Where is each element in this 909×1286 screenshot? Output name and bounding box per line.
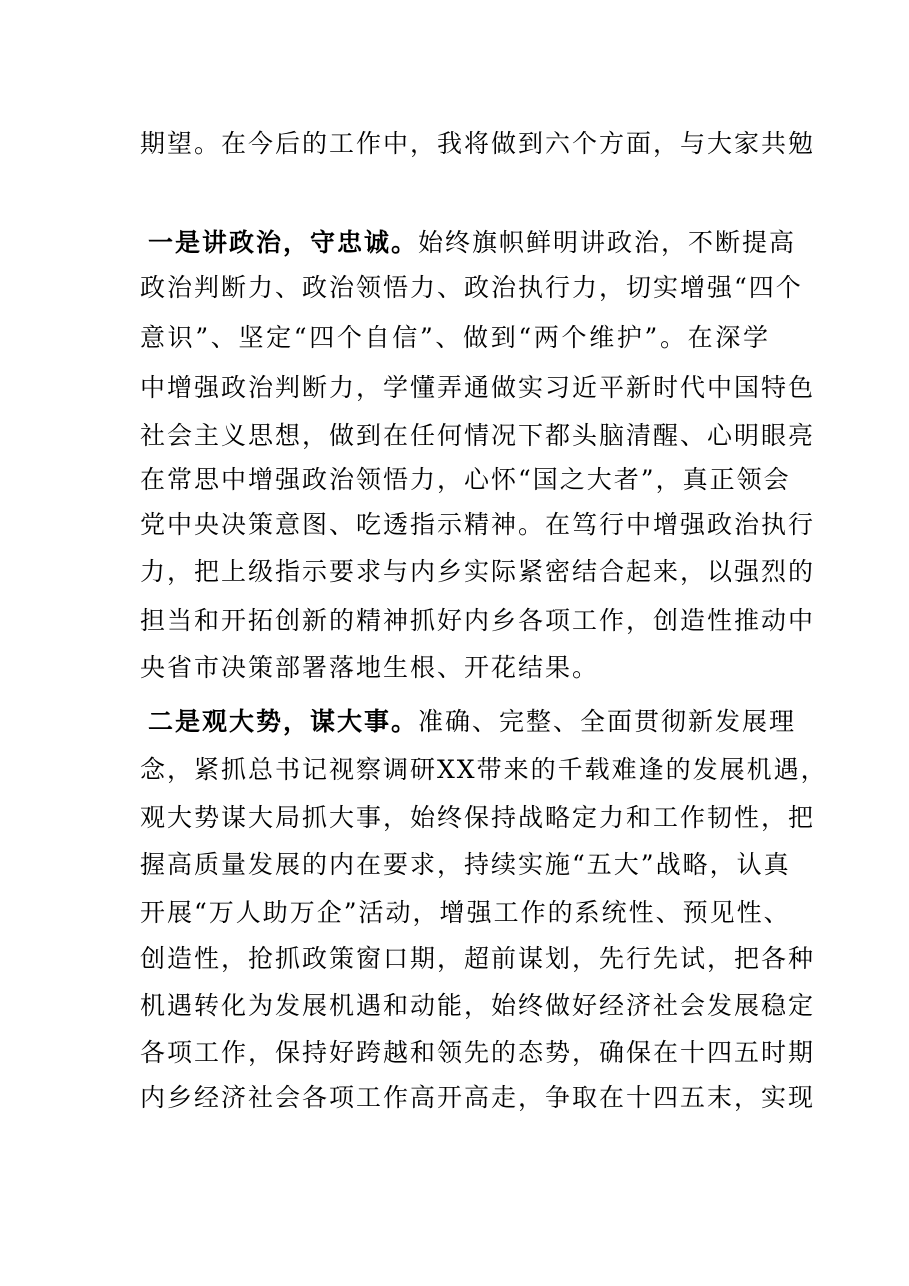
body-line-10: 力，把上级指示要求与内乡实际紧密结合起来，以强烈的 — [140, 557, 816, 586]
body-line-21: 内乡经济社会各项工作高开高走，争取在十四五末，实现 — [140, 1083, 816, 1112]
body-line-8: 在常思中增强政治领悟力，心怀“国之大者”，真正领会 — [140, 465, 791, 494]
body-line-9: 党中央决策意图、吃透指示精神。在笃行中增强政治执行 — [140, 510, 816, 539]
heading-second: 二是观大势，谋大事。 — [148, 707, 419, 736]
body-line-14: 念，紧抓总书记视察调研XX带来的千载难逢的发展机遇， — [140, 755, 828, 784]
body-line-16: 握高质量发展的内在要求，持续实施“五大”战略，认真 — [140, 850, 791, 879]
body-line-17: 开展“万人助万企”活动，增强工作的系统性、预见性、 — [140, 898, 791, 927]
body-line-20: 各项工作，保持好跨越和领先的态势，确保在十四五时期 — [140, 1038, 816, 1067]
line-13-text: 准确、完整、全面贯彻新发展理 — [418, 707, 797, 736]
body-line-7: 社会主义思想，做到在任何情况下都头脑清醒、心明眼亮 — [140, 421, 816, 450]
heading-first: 一是讲政治，守忠诚。 — [148, 228, 419, 257]
body-line-1: 期望。在今后的工作中，我将做到六个方面，与大家共勉 — [140, 129, 816, 158]
body-line-3 — [148, 223, 797, 263]
body-line-5: 意识”、坚定“四个自信”、做到“两个维护”。在深学 — [140, 323, 770, 352]
line-3-text: 始终旗帜鲜明讲政治，不断提高 — [418, 228, 797, 257]
body-line-18: 创造性，抢抓政策窗口期，超前谋划，先行先试，把各种 — [140, 944, 816, 973]
body-line-19: 机遇转化为发展机遇和动能，始终做好经济社会发展稳定 — [140, 991, 816, 1020]
body-line-13 — [148, 702, 797, 742]
body-line-4: 政治判断力、政治领悟力、政治执行力，切实增强“四个 — [140, 273, 803, 302]
body-line-11: 担当和开拓创新的精神抓好内乡各项工作，创造性推动中 — [140, 606, 816, 635]
body-line-12: 央省市决策部署落地生根、开花结果。 — [140, 653, 600, 682]
body-line-6: 中增强政治判断力，学懂弄通做实习近平新时代中国特色 — [140, 373, 816, 402]
body-line-15: 观大势谋大局抓大事，始终保持战略定力和工作韧性，把 — [140, 803, 816, 832]
